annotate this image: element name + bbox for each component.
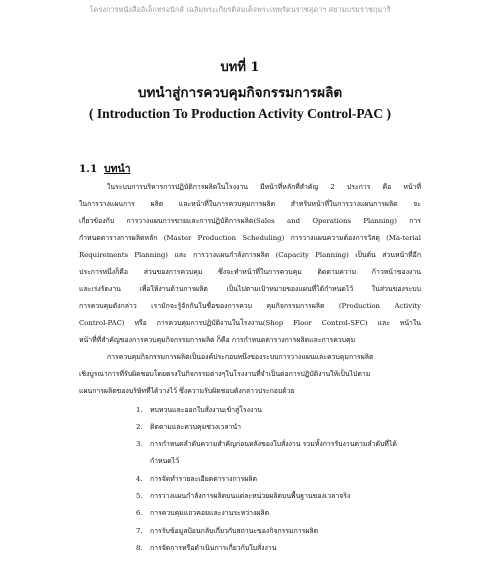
list-item: 1. ทบทวนและออกใบสั่งงานเข้าสู่โรงงาน: [136, 406, 262, 414]
paragraph-line: การควบคุมดังกล่าว เรามักจะรู้จักกันในชื่อของการควบ คุมกิจกรรมการผลิต (Production Activity: [79, 302, 421, 310]
section-heading: [79, 160, 131, 177]
page-header: โครงการหนังสืออิเล็กทรอนิกส์ เฉลิมพระเกียรติสมเด็จพระเทพรัตนราชสุดาฯ สยามบรมราชกุมารี: [89, 5, 391, 14]
chapter-subtitle: ( Introduction To Production Activity Control-PAC ): [88, 106, 392, 121]
list-item: 3. การกำหนดลำดับความสำคัญก่อนหลังของใบสั่งงาน รวมทั้งการรับงานตามลำดับที่ได้: [136, 440, 397, 448]
chapter-number: บทที่ 1: [220, 60, 260, 75]
paragraph-line: กำหนดตารางการผลิตหลัก (Master Production Scheduling) การวางแผนความต้องการวัสดุ (Ma-terial: [79, 234, 421, 242]
list-item: 5. การวางแผนกำลังการผลิตบนแต่ละหน่วยผลิตบนพื้นฐานของเวลาจริง: [136, 492, 351, 500]
paragraph-line: หน้าที่ที่สำคัญของการควบคุมกิจกรรมการผลิต ก็คือ การกำหนดตารางการผลิตและการควบคุม: [79, 336, 356, 344]
paragraph-line: และเร่งรัดงาน เพื่อให้งานด้านการผลิต เป็นไปตามเป้าหมายของแผนที่ได้กำหนดไว้ ในส่วนของระบบ: [79, 285, 421, 293]
list-item: 6. การควบคุมแถวคอยและงานระหว่างผลิต: [136, 509, 270, 517]
list-item: 2. ติดตามและควบคุมช่วงเวลานำ: [136, 423, 242, 431]
paragraph-line: ประการหนึ่งก็คือ ส่วนของการควบคุม ซึ่งจะทำหน้าที่ในการควบคุม ติดตามความ ก้าวหน้าของงาน: [79, 268, 421, 276]
paragraph-line: เชิงบูรณาการที่รับผิดชอบโดยตรงในกิจกรรมต่างๆในโรงงานที่จำเป็นต่อการปฏิบัติงานให้เป็นไปตาม: [79, 370, 371, 378]
paragraph-line: แผนการผลิตของบริษัทที่ได้วางไว้ ซึ่งความรับผิดชอบดังกล่าวประกอบด้วย: [79, 387, 295, 395]
list-item: 8. การจัดการหรือดำเนินการเกี่ยวกับใบสั่งงาน: [136, 544, 277, 552]
paragraph-line: เกี่ยวข้องกับ การวางแผนการขายและการปฏิบัติการผลิต(Sales and Operations Planning) การ: [79, 217, 421, 225]
paragraph-line: Requirements Planning) และ การวางแผนกำลังการผลิต (Capacity Planning) เป็นต้น ส่วนหน้าที่อีก: [79, 251, 421, 259]
paragraph-line: ในการวางแผนการ ผลิต และหน้าที่ในการควบคุมการผลิต สำหรับหน้าที่ในการวางแผนการผลิต จะ: [79, 200, 421, 208]
chapter-title: บทนำสู่การควบคุมกิจกรรมการผลิต: [137, 85, 343, 101]
paragraph-line: ในระบบการบริหารการปฏิบัติการผลิตในโรงงาน มีหน้าที่หลักที่สำคัญ 2 ประการ คือ หน้าที่: [107, 183, 421, 191]
section-title: บทนำ: [103, 163, 131, 175]
section-number: 1.1: [79, 163, 98, 175]
list-item-continuation: กำหนดไว้: [150, 457, 180, 465]
paragraph-line: การควบคุมกิจกรรมการผลิตเป็นองค์ประกอบหนึ่งของระบบการวางแผนและควบคุมการผลิต: [107, 353, 374, 361]
paragraph-line: Control-PAC) หรือ การควบคุมการปฏิบัติงานในโรงงาน(Shop Floor Control-SFC) และ หน้าใน: [79, 319, 421, 327]
list-item: 7. การรับข้อมูลป้อนกลับเกี่ยวกับสถานะของกิจกรรมการผลิต: [136, 527, 319, 535]
list-item: 4. การจัดทำรายละเอียดตารางการผลิต: [136, 475, 257, 483]
